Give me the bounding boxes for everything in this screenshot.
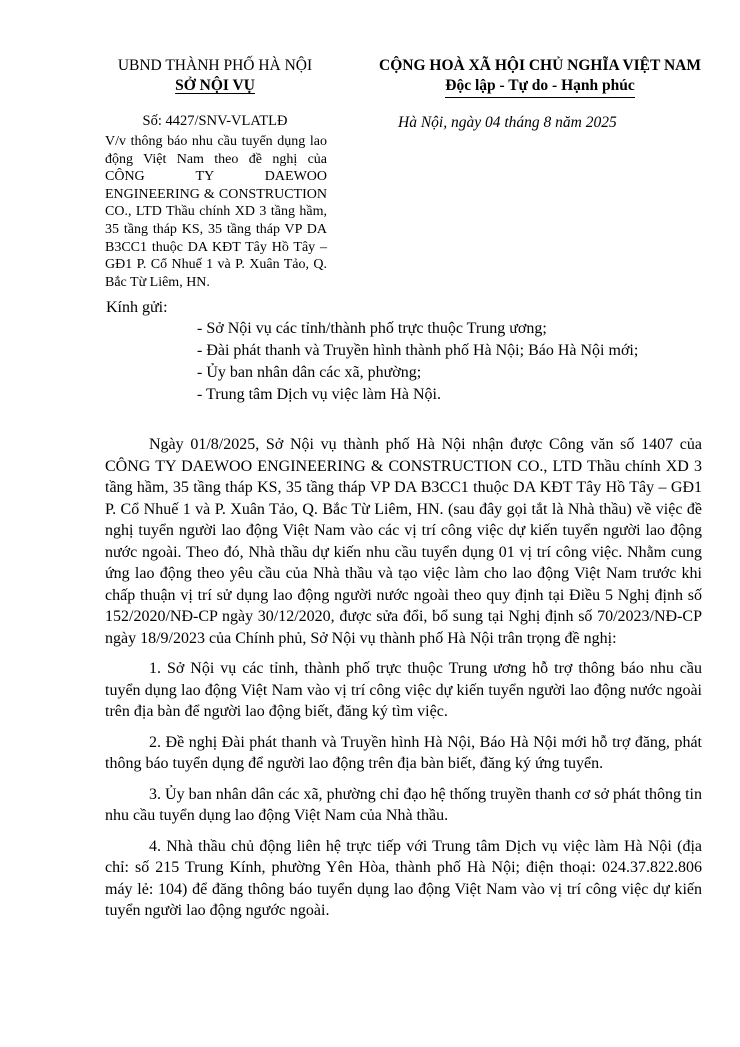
recipient-item: - Sở Nội vụ các tỉnh/thành phố trực thuộc Trung ương; <box>197 320 547 337</box>
document-number: Số: 4427/SNV-VLATLĐ <box>142 113 288 129</box>
place-date: Hà Nội, ngày 04 tháng 8 năm 2025 <box>398 114 617 131</box>
greeting: Kính gửi: <box>106 299 168 316</box>
body-paragraph-item-2: 2. Đề nghị Đài phát thanh và Truyền hình Hà Nội, Báo Hà Nội mới hỗ trợ đăng, phát thông báo tuyển dụng để người lao động trên địa bàn biết, đăng ký ứng tuyển. <box>105 733 702 772</box>
issuing-agency-block <box>100 56 330 96</box>
department-name: SỞ NỘI VỤ <box>175 77 255 94</box>
recipient-item: - Trung tâm Dịch vụ việc làm Hà Nội. <box>197 386 441 403</box>
body-paragraph-item-4: 4. Nhà thầu chủ động liên hệ trực tiếp với Trung tâm Dịch vụ việc làm Hà Nội (địa chỉ: số 215 Trung Kính, phường Yên Hòa, thành phố Hà Nội; điện thoại: 024.37.822.806 máy lẻ: 104) để đăng thông báo tuyển dụng lao động Việt Nam vào vị trí công việc dự kiến tuyển người lao động ngước ngoài. <box>105 837 702 919</box>
document-body <box>105 434 702 931</box>
body-paragraph-item-1: 1. Sở Nội vụ các tỉnh, thành phố trực thuộc Trung ương hỗ trợ thông báo nhu cầu tuyển dụng lao động Việt Nam vào vị trí công việc dự kiến tuyển người lao động nước ngoài trên địa bàn để người lao động biết, đăng ký tìm việc. <box>105 660 702 720</box>
body-paragraph-intro: Ngày 01/8/2025, Sở Nội vụ thành phố Hà Nội nhận được Công văn số 1407 của CÔNG TY DAEWOO ENGINEERING & CONSTRUCTION CO., LTD Thầu chính XD 3 tầng hầm, 35 tầng tháp KS, 35 tầng tháp VP DA B3CC1 thuộc DA KĐT Tây Hồ Tây – GĐ1 P. Cổ Nhuế 1 và P. Xuân Tảo, Q. Bắc Từ Liêm, HN. (sau đây gọi tắt là Nhà thầu) về việc đề nghị tuyển người lao động Việt Nam vào các vị trí công việc dự kiến tuyển người lao động nước ngoài. Theo đó, Nhà thầu dự kiến nhu cầu tuyển dụng 01 vị trí công việc. Nhằm cung ứng lao động theo yêu cầu của Nhà thầu và tạo việc làm cho lao động Việt Nam trước khi chấp thuận vị trí sử dụng lao động người nước ngoài theo quy định tại Điều 5 Nghị định số 152/2020/NĐ-CP ngày 30/12/2020, được sửa đổi, bổ sung tại Nghị định số 70/2023/NĐ-CP ngày 18/9/2023 của Chính phủ, Sở Nội vụ thành phố Hà Nội trân trọng đề nghị: <box>105 436 702 647</box>
agency-name: UBND THÀNH PHỐ HÀ NỘI <box>117 57 313 74</box>
recipient-item: - Ủy ban nhân dân các xã, phường; <box>197 364 422 381</box>
national-heading-block <box>360 56 720 98</box>
recipient-list <box>197 318 697 406</box>
country-name: CỘNG HOÀ XÃ HỘI CHỦ NGHĨA VIỆT NAM <box>379 57 701 74</box>
body-paragraph-item-3: 3. Ủy ban nhân dân các xã, phường chỉ đạo hệ thống truyền thanh cơ sở phát thông tin nhu cầu tuyển dụng lao động Việt Nam của Nhà thầu. <box>105 785 702 824</box>
recipient-item: - Đài phát thanh và Truyền hình thành phố Hà Nội; Báo Hà Nội mới; <box>197 342 639 359</box>
document-subject: V/v thông báo nhu cầu tuyển dụng lao động Việt Nam theo đề nghị của CÔNG TY DAEWOO ENGINEERING & CONSTRUCTION CO., LTD Thầu chính XD 3 tầng hầm, 35 tầng tháp KS, 35 tầng tháp VP DA B3CC1 thuộc DA KĐT Tây Hồ Tây – GĐ1 P. Cổ Nhuế 1 và P. Xuân Tảo, Q. Bắc Từ Liêm, HN. <box>105 134 327 290</box>
national-motto: Độc lập - Tự do - Hạnh phúc <box>445 76 634 98</box>
